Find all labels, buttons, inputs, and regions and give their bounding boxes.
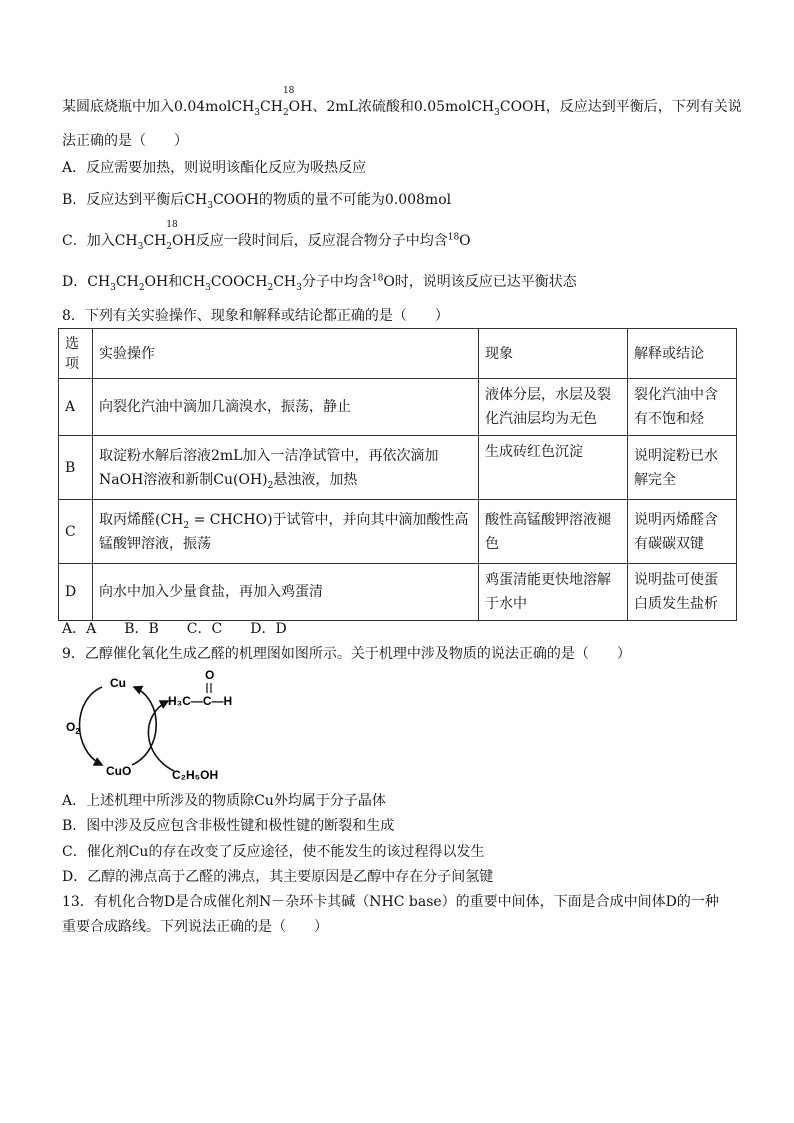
right-cycle-arrow [132,687,156,765]
table-row [59,564,737,621]
cuo-label: CuO [106,764,132,778]
row-option: B [59,436,93,500]
header-option: 选 项 [59,329,93,379]
mechanism-diagram [62,665,252,785]
header-phenomenon: 现象 [479,329,628,379]
ethanol-to-acetaldehyde-arrow [148,701,174,771]
q7-stem-line2: 法正确的是（ ） [62,133,188,149]
q9-option-b: B．图中涉及反应包含非极性键和极性键的断裂和生成 [62,818,395,834]
left-cycle-arrow [80,687,103,765]
q13-stem-line1: 13．有机化合物D是合成催化剂N－杂环卡其碱（NHC base）的重要中间体，下面是合成中间体D的一种 [62,894,719,910]
row-conclusion: 裂化汽油中含有不饱和烃 [628,379,737,436]
row-operation: 取丙烯醛($CH_2$ = CHCHO)于试管中，并向其中滴加酸性高锰酸钾溶液，振荡 [93,500,479,564]
q9-stem: 9．乙醇催化氧化生成乙醛的机理图如图所示。关于机理中涉及物质的说法正确的是（ ） [62,646,631,662]
table-header-row [59,329,737,379]
header-operation: 实验操作 [93,329,479,379]
o2-label: $O_2$ [66,720,80,736]
row-option: D [59,564,93,621]
q13-stem-line2: 重要合成路线。下列说法正确的是（ ） [62,919,328,935]
q9-option-d: D．乙醇的沸点高于乙醛的沸点，其主要原因是乙醇中存在分子间氢键 [62,869,494,885]
q7-option-a: A．反应需要加热，则说明该酯化反应为吸热反应 [62,160,367,176]
row-conclusion: 说明盐可使蛋白质发生盐析 [628,564,737,621]
table-row [59,500,737,564]
row-conclusion: 说明淀粉已水解完全 [628,436,737,500]
acetaldehyde-label: H₃C—C—H [168,694,233,708]
row-option: C [59,500,93,564]
row-phenomenon: 液体分层，水层及裂化汽油层均为无色 [479,379,628,436]
row-operation: 向水中加入少量食盐，再加入鸡蛋清 [93,564,479,621]
row-option: A [59,379,93,436]
q8-table [58,328,737,621]
q7-option-d: D．$CH_3CH_2OH$和$CH_3COOCH_2CH_3$分子中均含$^{18}$O时，说明该反应已达平衡状态 [62,273,577,293]
row-operation: 取淀粉水解后溶液2mL加入一洁净试管中，再依次滴加 NaOH溶液和新制$Cu(OH)_2$悬浊液，加热 [93,436,479,500]
row-phenomenon: 酸性高锰酸钾溶液褪色 [479,500,628,564]
row-phenomenon: 生成砖红色沉淀 [479,436,628,500]
ethanol-label: C₂H₅OH [172,768,219,782]
q8-stem: 8．下列有关实验操作、现象和解释或结论都正确的是（ ） [62,308,449,324]
q8-answer-choices: A．A B．B C．C D．D [62,621,287,637]
cu-label: Cu [110,676,126,690]
table-row [59,379,737,436]
q7-stem-line1: 某圆底烧瓶中加入0.04molCH$_3$CH 18 $_2$OH、2mL浓硫酸和0.05molCH$_3$COOH，反应达到平衡后，下列有关说 [62,86,742,118]
header-conclusion: 解释或结论 [628,329,737,379]
row-operation: 向裂化汽油中滴加几滴溴水，振荡，静止 [93,379,479,436]
row-conclusion: 说明丙烯醛含有碳碳双键 [628,500,737,564]
carbonyl-o-label: O [205,668,215,682]
q9-option-c: C．催化剂Cu的存在改变了反应途径，使不能发生的该过程得以发生 [62,844,485,860]
q9-option-a: A．上述机理中所涉及的物质除Cu外均属于分子晶体 [62,793,386,809]
row-phenomenon: 鸡蛋清能更快地溶解于水中 [479,564,628,621]
q7-option-b: B．反应达到平衡后$CH_3COOH$的物质的量不可能为0.008mol [62,192,452,211]
table-row [59,436,737,500]
q7-option-c: C．加入$CH_3CH$ 18 $_2$OH反应一段时间后，反应混合物分子中均含$^{18}$O [62,220,471,252]
